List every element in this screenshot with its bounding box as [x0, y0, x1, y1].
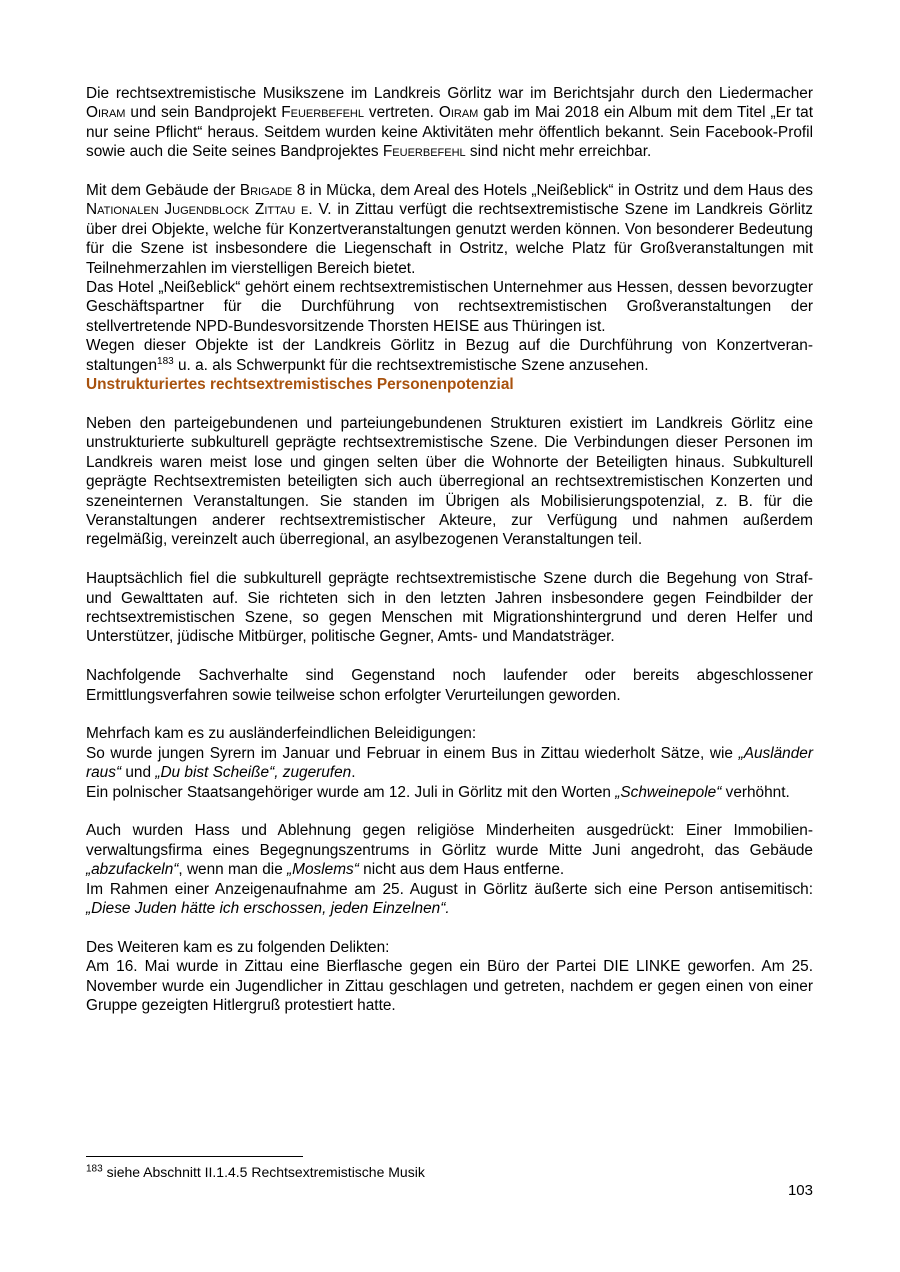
text-run: vertreten.	[363, 104, 439, 122]
footnote-text: siehe Abschnitt II.1.4.5 Rechtsextremistische Musik	[102, 1164, 425, 1180]
page-number: 103	[787, 1182, 813, 1199]
text-run: Ein polnischer Staatsangehöriger wurde am 12. Juli in Görlitz mit den Worten	[86, 783, 616, 801]
footnote-separator	[86, 1156, 303, 1157]
name-nationaler-jugendblock: Nationalen Jugendblock Zittau e.	[86, 201, 313, 219]
paragraph-further-offences-intro: Des Weiteren kam es zu folgenden Delikten:	[86, 938, 390, 956]
text-run: Die rechtsextremistische Musikszene im Landkreis Görlitz war im Berichtsjahr durch den Liedermacher	[86, 85, 813, 102]
paragraph-unstructured-scene: Neben den parteigebundenen und parteiungebundenen Strukturen existiert im Landkreis Görlitz eine unstrukturierte subkulturell geprägte rechtsextremistische Szene. Die Verbindungen dieser Personen im Landkreis waren meist lose und gingen selten über die Wohnorte der Beteiligten hinaus. Subkulturell geprägte Rechtsextremisten beteiligten sich auch überregional an rechtsextremistischen Konzerten und szeneinternen Veranstaltungen. Sie standen im Übrigen als Mobilisierungspotenzial, z. B. für die Veranstaltungen anderer rechtsextremistischer Akteure, zur Verfügung und nahmen außerdem regelmäßig, vereinzelt auch überregional, an asylbezogenen Veranstaltungen teil.	[86, 414, 813, 549]
paragraph-antisemitic	[86, 880, 813, 919]
text-run: gab im Mai 2018 ein Album mit dem Titel „Er tat nur seine Pflicht“ heraus. Seitdem wurden keine Aktivitäten mehr öffentlich bekannt. Sein Facebook-Profil sowie auch die Seite seines Bandprojektes	[86, 104, 813, 161]
name-brigade: Brigade	[239, 182, 293, 200]
paragraph-concerts	[86, 336, 813, 375]
text-run: u. a. als Schwerpunkt für die rechtsextremistische Szene anzusehen.	[173, 356, 649, 374]
paragraph-venues	[86, 181, 813, 278]
text-run: sind nicht mehr erreichbar.	[465, 143, 652, 161]
paragraph-polish-citizen	[86, 783, 813, 802]
text-run: Wegen dieser Objekte ist der Landkreis Görlitz in Bezug auf die Durchführung von Konzertveranstaltungen	[86, 337, 813, 374]
text-run: 8 in Mücka, dem Areal des Hotels „Neißeblick“ in Ostritz und dem Haus des	[292, 182, 813, 200]
text-run: So wurde jungen Syrern im Januar und Februar in einem Bus in Zittau wiederholt Sätze, wie	[86, 744, 739, 762]
page-body	[86, 84, 813, 1015]
footnote-number: 183	[86, 1163, 103, 1175]
text-run: verhöhnt.	[721, 783, 790, 801]
paragraph-hotel: Das Hotel „Neißeblick“ gehört einem rechtsextremistischen Unternehmer aus Hessen, dessen bevorzugter Geschäftspartner für die Durchführung von rechtsextremistischen Großveranstaltungen der stellvertretende NPD-Bundesvorsitzende Thorsten HEISE aus Thüringen ist.	[86, 279, 813, 335]
text-run: und	[121, 764, 156, 782]
paragraph-religious-minorities	[86, 821, 813, 879]
text-run: .	[351, 764, 356, 782]
paragraph-offences: Hauptsächlich fiel die subkulturell geprägte rechtsextremistische Szene durch die Begehung von Straf- und Gewalttaten auf. Sie richteten sich in den letzten Jahren insbesondere gegen Feindbilder der rechtsextremistischen Szene, so gegen Menschen mit Migrationshintergrund und deren Helfer und Unterstützer, jüdische Mitbürger, politische Gegner, Amts- und Mandatsträger.	[86, 570, 813, 646]
footnote	[86, 1163, 425, 1181]
quote: „Schweinepole“	[615, 783, 722, 801]
text-run: Im Rahmen einer Anzeigenaufnahme am 25. August in Görlitz äußerte sich eine Person antisemitisch:	[86, 880, 813, 898]
text-run: nicht aus dem Haus entferne.	[358, 861, 565, 879]
footnote-reference: 183	[157, 355, 174, 367]
section-heading: Unstrukturiertes rechtsextremistisches Personenpotenzial	[86, 376, 514, 394]
quote: „abzufackeln“	[86, 861, 179, 879]
text-run: V. in Zittau verfügt die rechtsextremistische Szene im Landkreis Görlitz über drei Objekte, welche für Konzertveranstaltungen genutzt werden können. Von besonderer Bedeutung für die Szene ist insbesondere die Liegenschaft in Ostritz, welche Platz für Großveranstaltungen mit Teilnehmerzahlen im vierstelligen Bereich bietet.	[86, 201, 813, 277]
text-run: Mit dem Gebäude der	[86, 182, 240, 200]
name-oiram: Oiram	[438, 104, 479, 122]
quote: „Moslems“	[287, 861, 359, 879]
quote: „Diese Juden hätte ich erschossen, jeden Einzelnen“.	[86, 899, 450, 917]
paragraph-music-scene	[86, 84, 813, 162]
text-run: , wenn man die	[178, 861, 288, 879]
paragraph-further-offences: Am 16. Mai wurde in Zittau eine Bierflasche gegen ein Büro der Partei DIE LINKE geworfen. Am 25. November wurde ein Jugendlicher in Zittau geschlagen und getreten, nachdem er gegen einen von einer Gruppe gezeigten Hitlergruß protestiert hatte.	[86, 958, 813, 1014]
text-run: und sein Bandprojekt	[125, 104, 282, 122]
name-feuerbefehl: Feuerbefehl	[281, 104, 364, 122]
name-oiram: Oiram	[86, 104, 126, 122]
quote: „Ausländer raus“	[86, 744, 813, 782]
paragraph-insults-intro: Mehrfach kam es zu ausländerfeindlichen Beleidigungen:	[86, 725, 477, 743]
paragraph-investigations: Nachfolgende Sachverhalte sind Gegenstand noch laufender oder bereits abgeschlossener Ermittlungsverfahren sowie teilweise schon erfolgter Verurteilungen geworden.	[86, 667, 813, 704]
paragraph-syrians	[86, 744, 813, 783]
name-feuerbefehl: Feuerbefehl	[382, 143, 466, 161]
quote: „Du bist Scheiße“, zugerufen	[155, 764, 352, 782]
text-run: Auch wurden Hass und Ablehnung gegen religiöse Minderheiten ausgedrückt: Einer Immobilienverwaltungsfirma eines Begegnungszentrums in Görlitz wurde Mitte Juni angedroht, das Gebäude	[86, 822, 813, 859]
